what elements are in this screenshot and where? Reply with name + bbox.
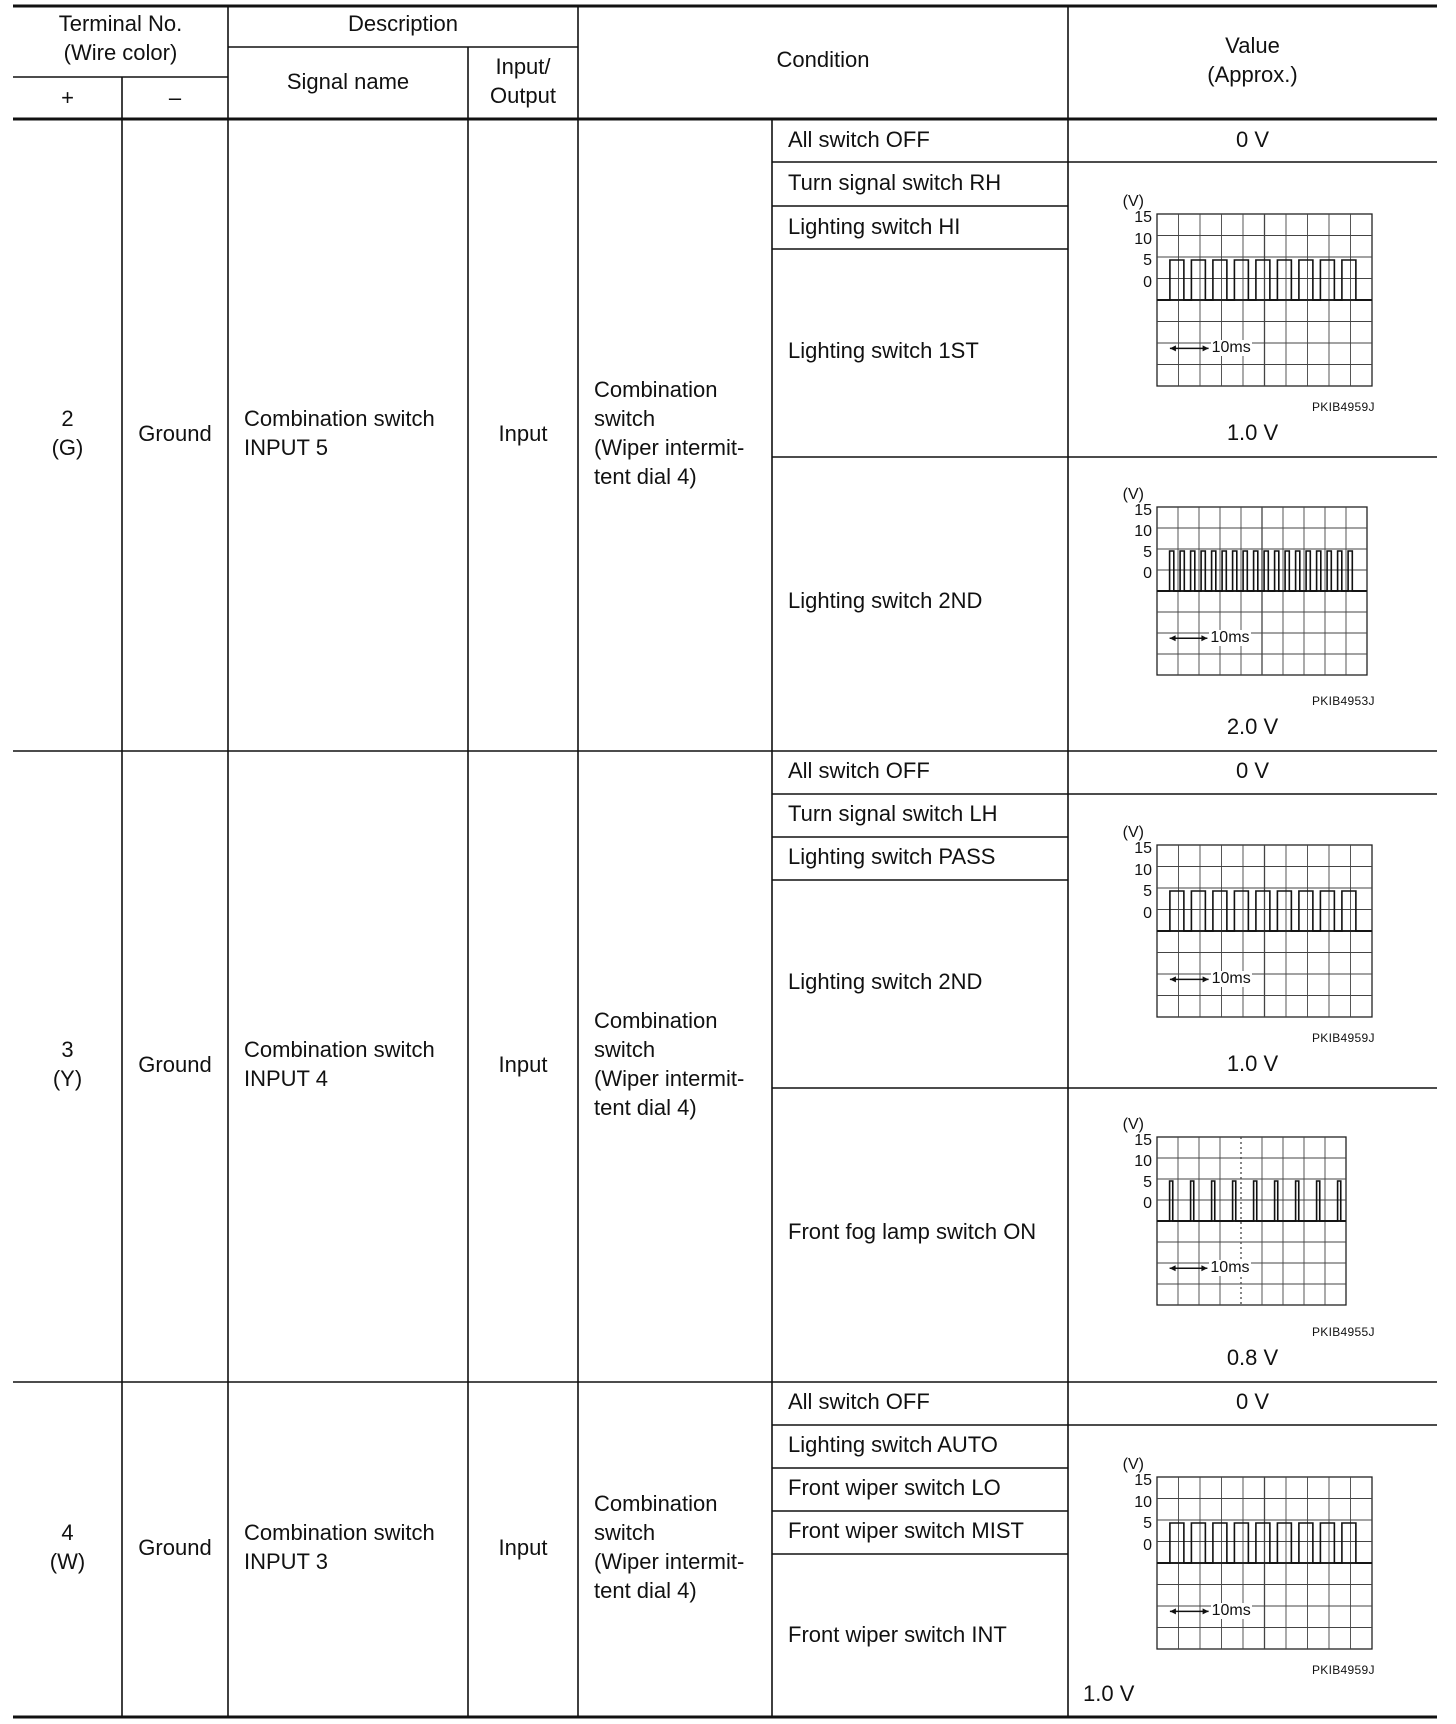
switch-state: Front wiper switch INT (788, 1622, 1007, 1647)
figure-code: PKIB4955J (1312, 1325, 1375, 1339)
header-value: Value (1225, 33, 1280, 58)
condition-line-4: tent dial 4) (594, 1095, 697, 1120)
scope-tick-label: 15 (1134, 1472, 1152, 1489)
scope-value: 1.0 V (1226, 420, 1279, 445)
header-terminal-no: Terminal No. (58, 11, 183, 36)
off-value: 0 V (1235, 127, 1270, 152)
scope-tick-label: 10 (1134, 523, 1152, 540)
scope-value: 1.0 V (1083, 1681, 1135, 1706)
header-signal-name: Signal name (286, 69, 410, 94)
oscilloscope-waveform (1120, 1456, 1376, 1653)
off-value: 0 V (1235, 1389, 1270, 1414)
scope-tick-label: 10 (1134, 1493, 1152, 1511)
signal-name: Combination switch (244, 1037, 435, 1062)
signal-name-input: INPUT 4 (244, 1066, 328, 1091)
condition-line-3: (Wiper intermit- (594, 1549, 745, 1574)
scope-tick-label: 0 (1143, 1195, 1152, 1212)
ground-terminal: Ground (138, 1535, 212, 1560)
oscilloscope-waveform (1120, 193, 1376, 390)
timebase-arrowhead (1170, 635, 1176, 641)
timebase-arrowhead (1201, 1265, 1207, 1271)
switch-state: All switch OFF (788, 1389, 930, 1414)
scope-tick-label: 15 (1134, 502, 1152, 519)
condition-line-1: Combination (594, 377, 718, 402)
timebase-label: 10ms (1210, 629, 1250, 647)
condition-line-4: tent dial 4) (594, 464, 697, 489)
condition-line-3: (Wiper intermit- (594, 1066, 745, 1091)
io-type: Input (498, 421, 548, 446)
scope-value: 2.0 V (1226, 714, 1279, 739)
condition-line-1: Combination (594, 1491, 718, 1516)
scope-value: 0.8 V (1226, 1345, 1279, 1370)
timebase-label: 10ms (1211, 1602, 1251, 1620)
condition-line-3: (Wiper intermit- (594, 435, 745, 460)
timebase-arrowhead (1170, 1608, 1176, 1614)
header-wire-color: (Wire color) (63, 40, 178, 65)
timebase-arrowhead (1170, 976, 1176, 982)
scope-tick-label: 10 (1134, 861, 1152, 879)
switch-state: Lighting switch 2ND (788, 588, 983, 613)
condition-line-1: Combination (594, 1008, 718, 1033)
figure-code: PKIB4953J (1312, 694, 1375, 708)
switch-state: Front wiper switch LO (788, 1475, 1001, 1500)
figure-code: PKIB4959J (1312, 1663, 1375, 1677)
scope-unit-label: (V) (1122, 1456, 1144, 1473)
oscilloscope-waveform (1120, 486, 1371, 679)
header-plus: + (61, 85, 74, 110)
io-type: Input (498, 1052, 548, 1077)
scope-unit-label: (V) (1122, 193, 1144, 210)
scope-tick-label: 0 (1143, 1536, 1152, 1554)
timebase-label: 10ms (1211, 339, 1251, 357)
scope-tick-label: 5 (1143, 1174, 1152, 1191)
condition-line-2: switch (594, 1037, 656, 1062)
scope-tick-label: 5 (1143, 544, 1152, 561)
scope-tick-label: 5 (1143, 883, 1152, 900)
switch-state: Lighting switch HI (788, 214, 961, 239)
switch-state: All switch OFF (788, 758, 930, 783)
switch-state: Front wiper switch MIST (788, 1518, 1024, 1543)
condition-line-2: switch (594, 1520, 656, 1545)
switch-state: Turn signal switch LH (788, 801, 998, 826)
wire-color: (Y) (52, 1066, 83, 1091)
scope-value: 1.0 V (1226, 1051, 1279, 1076)
wire-color: (W) (49, 1549, 86, 1574)
io-type: Input (498, 1535, 548, 1560)
scope-tick-label: 0 (1143, 904, 1152, 922)
header-minus: – (168, 85, 182, 110)
switch-state: Lighting switch 2ND (788, 969, 983, 994)
signal-name-input: INPUT 3 (244, 1549, 328, 1574)
switch-state: Lighting switch 1ST (788, 338, 979, 363)
timebase-arrowhead (1203, 1608, 1209, 1614)
header-input-output-2: Output (489, 83, 557, 108)
timebase-arrowhead (1203, 345, 1209, 351)
off-value: 0 V (1235, 758, 1270, 783)
scope-tick-label: 10 (1134, 230, 1152, 248)
switch-state: All switch OFF (788, 127, 930, 152)
scope-tick-label: 15 (1134, 1132, 1152, 1149)
terminal-number: 4 (61, 1520, 74, 1545)
scope-unit-label: (V) (1122, 486, 1144, 503)
condition-line-4: tent dial 4) (594, 1578, 697, 1603)
scope-tick-label: 5 (1143, 252, 1152, 269)
oscilloscope-waveform (1120, 1116, 1350, 1309)
timebase-arrowhead (1201, 635, 1207, 641)
terminal-number: 2 (61, 406, 74, 431)
timebase-arrowhead (1170, 1265, 1176, 1271)
figure-code: PKIB4959J (1312, 400, 1375, 414)
switch-state: Lighting switch AUTO (788, 1432, 998, 1457)
scope-tick-label: 10 (1134, 1153, 1152, 1170)
switch-state: Front fog lamp switch ON (788, 1219, 1037, 1244)
wire-color: (G) (51, 435, 84, 460)
scope-tick-label: 15 (1134, 209, 1152, 226)
header-description: Description (347, 11, 459, 36)
scope-tick-label: 5 (1143, 1515, 1152, 1532)
timebase-label: 10ms (1210, 1259, 1250, 1277)
oscilloscope-waveform (1120, 824, 1376, 1021)
scope-unit-label: (V) (1122, 1116, 1144, 1133)
condition-line-2: switch (594, 406, 656, 431)
figure-code: PKIB4959J (1312, 1031, 1375, 1045)
ground-terminal: Ground (138, 421, 212, 446)
ground-terminal: Ground (138, 1052, 212, 1077)
header-input-output: Input/ (495, 54, 551, 79)
scope-tick-label: 0 (1143, 565, 1152, 582)
switch-state: Lighting switch PASS (788, 844, 996, 869)
signal-name: Combination switch (244, 406, 435, 431)
timebase-label: 10ms (1211, 970, 1251, 988)
header-value-approx: (Approx.) (1207, 62, 1298, 87)
scope-trace (1157, 1181, 1346, 1221)
scope-tick-label: 15 (1134, 840, 1152, 857)
timebase-arrowhead (1170, 345, 1176, 351)
terminal-number: 3 (61, 1037, 74, 1062)
signal-name-input: INPUT 5 (244, 435, 328, 460)
scope-unit-label: (V) (1122, 824, 1144, 841)
scope-tick-label: 0 (1143, 273, 1152, 291)
signal-name: Combination switch (244, 1520, 435, 1545)
timebase-arrowhead (1203, 976, 1209, 982)
switch-state: Turn signal switch RH (788, 170, 1002, 195)
header-condition: Condition (776, 47, 870, 72)
